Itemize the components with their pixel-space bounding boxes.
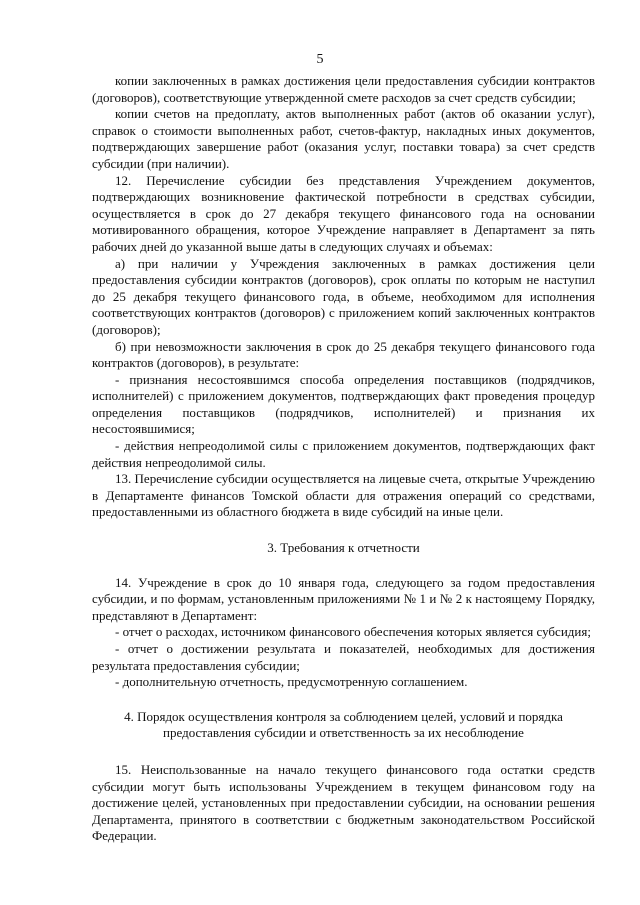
item-copies-invoices: копии счетов на предоплату, актов выполненных работ (актов об оказании услуг), справок о стоимости выполненных работ, счетов-фактур, накладных иных документов, подтверждающих завершение работ (оказания услуг, поставки товара) за счет средств субсидии (при наличии).	[92, 106, 595, 171]
section-gap	[92, 742, 595, 762]
page-number: 5	[316, 52, 324, 67]
paragraph-14: 14. Учреждение в срок до 10 января года, следующего за годом предоставления субсидии, и по формам, установленным приложениями № 1 и № 2 к настоящему Порядку, представляют в Департамент:	[92, 574, 595, 623]
paragraph-13: 13. Перечисление субсидии осуществляется на лицевые счета, открытые Учреждению в Департаменте финансов Томской области для отражения операций со средствами, предоставленными из областного бюджета в виде субсидий на иные цели.	[92, 471, 595, 520]
paragraph-12-b-dash-1: - признания несостоявшимся способа определения поставщиков (подрядчиков, исполнителей) с приложением документов, подтверждающих факт проведения процедур определения поставщиков (подрядчиков, исполнителей) и признания их несостоявшимися;	[92, 371, 595, 437]
paragraph-14-dash-1: - отчет о расходах, источником финансового обеспечения которых является субсидия;	[115, 624, 591, 640]
paragraph-12: 12. Перечисление субсидии без представления Учреждением документов, подтверждающих возникновение фактической потребности в средствах субсидии, осуществляется в срок до 27 декабря текущего финансового года на основании мотивированного обращения, которое Учреждение направляет в Департамент за пять рабочих дней до указанной выше даты в следующих случаях и объемах:	[92, 172, 595, 254]
paragraph-14-dash-2: - отчет о достижении результата и показателей, необходимых для достижения результата предоставления субсидии;	[92, 641, 595, 673]
section-gap	[92, 557, 595, 575]
section-gap	[92, 521, 595, 540]
paragraph-15: 15. Неиспользованные на начало текущего финансового года остатки средств субсидии могут быть использованы Учреждением в текущем финансовом году на достижение целей, установленных при предоставлении субсидии, на основании решения Департамента, принятого в соответствии с бюджетным законодательством Российской Федерации.	[92, 761, 595, 844]
paragraph-12-a: а) при наличии у Учреждения заключенных в рамках достижения цели предоставления субсидии контрактов (договоров), срок оплаты по которым не наступил до 25 декабря текущего финансового года, в объеме, необходимом для исполнения соответствующих контрактов (договоров) с приложением копий заключенных контрактов (договоров);	[92, 255, 595, 337]
section-4-heading: 4. Порядок осуществления контроля за соблюдением целей, условий и порядка предоставления субсидии и ответственность за их несоблюдение	[124, 708, 563, 741]
paragraph-14-dash-3: - дополнительную отчетность, предусмотренную соглашением.	[115, 674, 468, 690]
section-3-heading: 3. Требования к отчетности	[267, 540, 420, 556]
document-body	[92, 73, 595, 845]
section-gap	[92, 691, 595, 709]
item-copies-contracts: копии заключенных в рамках достижения цели предоставления субсидии контрактов (договоров), соответствующие утвержденной смете расходов за счет средств субсидии;	[92, 73, 595, 105]
paragraph-12-b-dash-2: - действия непреодолимой силы с приложением документов, подтверждающих факт действия непреодолимой силы.	[92, 438, 595, 470]
paragraph-12-b: б) при невозможности заключения в срок до 25 декабря текущего финансового года контрактов (договоров), в результате:	[92, 338, 595, 371]
